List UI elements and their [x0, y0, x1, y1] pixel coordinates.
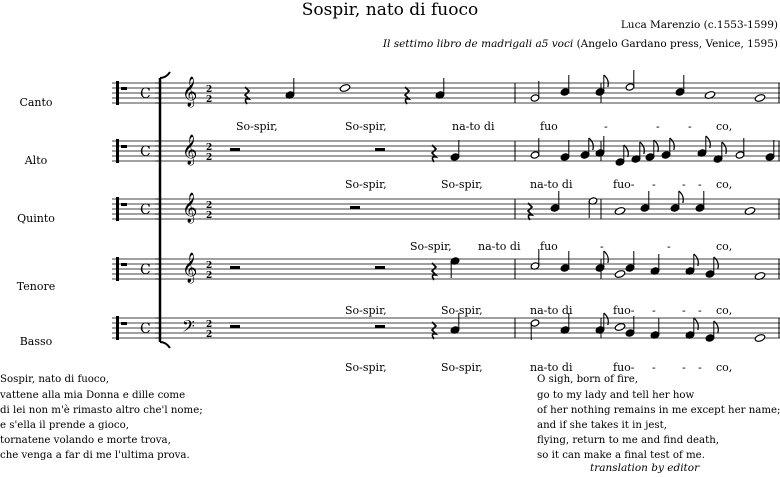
time-signature-numerator: 2 [206, 85, 213, 95]
lyric-syllable: fuo- [613, 178, 635, 191]
voice-label-canto: Canto [19, 96, 53, 109]
poem-italian-line: di lei non m'è rimasto altro che'l nome; [0, 405, 203, 416]
note-head [754, 333, 765, 342]
time-signature-denominator: 2 [206, 211, 213, 221]
treble-clef-icon: 𝄞 [182, 253, 198, 283]
time-signature-numerator: 2 [206, 261, 213, 271]
lyric-syllable: co, [716, 304, 733, 317]
time-signature-denominator: 2 [206, 95, 213, 105]
time-signature-numerator: 2 [206, 201, 213, 211]
lyric-syllable: - [682, 178, 686, 191]
poem-english-line: O sigh, born of fire, [537, 374, 639, 385]
lyric-syllable: - [688, 120, 692, 133]
lyric-syllable: So-spir, [410, 240, 452, 253]
treble-clef-icon: 𝄞 [182, 135, 198, 165]
note-head [339, 83, 350, 92]
poem-italian-line: e s'ella il prende a gioco, [0, 420, 129, 431]
lyric-syllable: - [652, 178, 656, 191]
lyric-syllable: - [652, 361, 656, 374]
time-signature-denominator: 2 [206, 330, 213, 340]
lyric-syllable: - [698, 304, 702, 317]
incipit-clef [116, 316, 119, 340]
half-rest [375, 325, 385, 328]
mensuration-sign: C [140, 321, 151, 337]
lyric-syllable: - [682, 304, 686, 317]
incipit-clef [121, 322, 127, 325]
note-head [614, 322, 625, 331]
poem-italian-line: che venga a far di me l'ultima prova. [0, 450, 190, 461]
poem-english-line: of her nothing remains in me except her name; [537, 405, 780, 416]
lyric-syllable: fuo- [613, 361, 635, 374]
incipit-clef [121, 87, 127, 90]
note-flag [604, 75, 609, 87]
lyric-syllable: So-spir, [236, 120, 278, 133]
lyric-syllable: fuo [540, 240, 558, 253]
lyric-syllable: So-spir, [345, 361, 387, 374]
bass-clef-icon: 𝄢 [182, 316, 195, 340]
source-publisher: (Angelo Gardano press, Venice, 1595) [576, 38, 778, 50]
incipit-clef [121, 263, 127, 266]
time-signature-numerator: 2 [206, 143, 213, 153]
lyric-syllable: na-to di [452, 120, 495, 133]
lyric-syllable: na-to di [530, 178, 573, 191]
lyric-syllable: - [667, 240, 671, 253]
mensuration-sign: C [140, 262, 151, 278]
lyric-syllable: - [652, 304, 656, 317]
incipit-clef [116, 197, 119, 221]
incipit-clef [116, 139, 119, 163]
lyric-syllable: - [656, 120, 660, 133]
poem-italian-line: tornatene volando e morte trova, [0, 435, 171, 446]
lyric-syllable: - [682, 361, 686, 374]
lyric-syllable: - [604, 120, 608, 133]
poem-english-line: and if she takes it in jest, [537, 420, 667, 431]
half-rest [375, 148, 385, 151]
poem-english-line: flying, return to me and find death, [537, 435, 720, 446]
lyric-syllable: fuo- [613, 304, 635, 317]
treble-clef-icon: 𝄞 [182, 193, 198, 223]
lyric-syllable: So-spir, [441, 304, 483, 317]
lyric-syllable: So-spir, [345, 178, 387, 191]
translation-credit: translation by editor [590, 462, 700, 474]
lyric-syllable: - [698, 178, 702, 191]
time-signature-denominator: 2 [206, 153, 213, 163]
quarter-rest [432, 263, 436, 280]
lyric-syllable: So-spir, [441, 361, 483, 374]
incipit-clef [116, 81, 119, 105]
source-title: Il settimo libro de madrigali a5 voci [382, 38, 574, 50]
mensuration-sign: C [140, 144, 151, 160]
lyric-syllable: So-spir, [441, 178, 483, 191]
mensuration-sign: C [140, 202, 151, 218]
lyric-syllable: co, [716, 120, 733, 133]
voice-label-basso: Basso [19, 335, 53, 348]
half-rest [230, 266, 240, 269]
half-rest [230, 325, 240, 328]
bracket-hook [160, 342, 170, 348]
incipit-clef [116, 257, 119, 281]
half-rest [350, 206, 360, 209]
time-signature-denominator: 2 [206, 271, 213, 281]
poem-italian-line: Sospir, nato di fuoco, [0, 374, 110, 385]
treble-clef-icon: 𝄞 [182, 77, 198, 107]
voice-label-alto: Alto [24, 154, 48, 167]
note-flag [679, 191, 684, 203]
note-flag [670, 138, 675, 150]
lyric-syllable: So-spir, [345, 120, 387, 133]
lyric-syllable: fuo [540, 120, 558, 133]
quarter-rest [405, 87, 409, 104]
composer-credit: Luca Marenzio (c.1553-1599) [620, 19, 778, 31]
half-rest [375, 266, 385, 269]
lyric-syllable: - [600, 240, 604, 253]
mensuration-sign: C [140, 86, 151, 102]
quarter-rest [245, 87, 249, 104]
note-flag [604, 251, 609, 263]
voice-label-tenore: Tenore [16, 280, 56, 293]
note-flag [722, 142, 727, 154]
lyric-syllable: na-to di [530, 361, 573, 374]
piece-title: Sospir, nato di fuoco [301, 0, 479, 20]
bracket-hook [160, 72, 170, 78]
lyric-syllable: co, [716, 178, 733, 191]
poem-italian-line: vattene alla mia Donna e dille come [0, 390, 186, 401]
lyric-syllable: co, [716, 240, 733, 253]
note-head [614, 269, 625, 278]
quarter-rest [432, 322, 436, 339]
note-flag [589, 138, 594, 150]
lyric-syllable: na-to di [478, 240, 521, 253]
incipit-clef [121, 145, 127, 148]
poem-english-line: so it can make a final test of me. [537, 450, 705, 461]
incipit-clef [121, 203, 127, 206]
voice-label-quinto: Quinto [17, 212, 55, 225]
poem-english-line: go to my lady and tell her how [537, 390, 695, 401]
note-head [754, 93, 765, 102]
time-signature-numerator: 2 [206, 320, 213, 330]
note-flag [640, 142, 645, 154]
lyric-syllable: So-spir, [345, 304, 387, 317]
quarter-rest [528, 203, 532, 220]
quarter-rest [432, 145, 436, 162]
half-rest [230, 148, 240, 151]
lyric-syllable: - [698, 361, 702, 374]
lyric-syllable: co, [716, 361, 733, 374]
lyric-syllable: na-to di [530, 304, 573, 317]
